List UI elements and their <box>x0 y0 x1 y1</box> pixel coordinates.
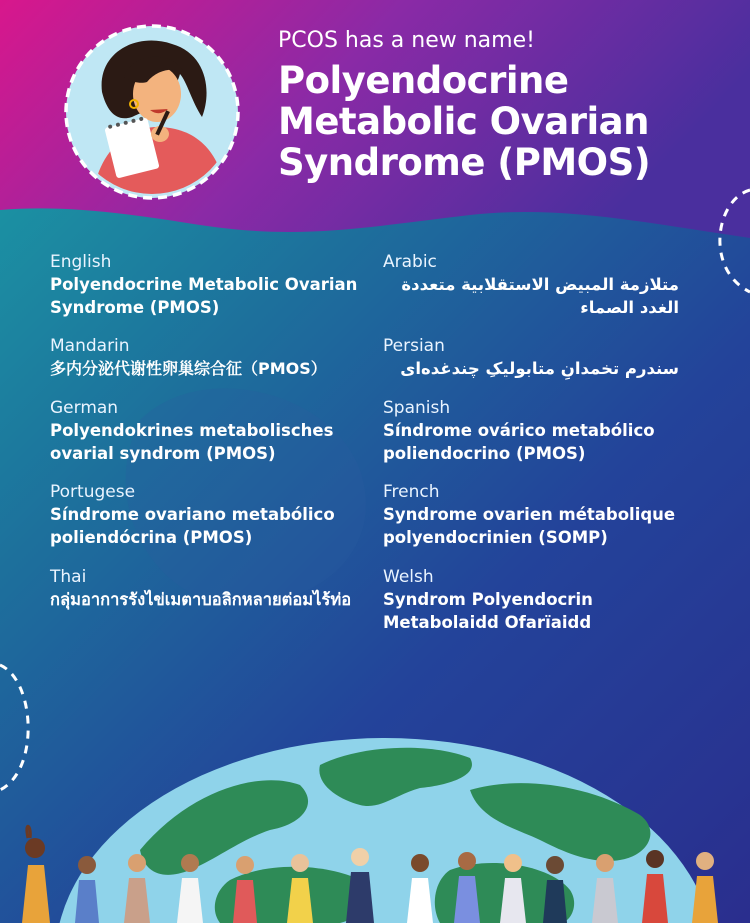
lang-value: متلازمة المبيض الاستقلابية متعددة الغدد الصماء <box>401 275 679 317</box>
lang-value: 多内分泌代谢性卵巢综合征（PMOS） <box>50 359 327 378</box>
lang-name: German <box>50 398 119 418</box>
lang-name: Mandarin <box>50 336 130 356</box>
title-line-3: Syndrome (PMOS) <box>278 141 651 184</box>
lang-name: Welsh <box>383 567 434 587</box>
page-title <box>278 60 728 183</box>
lang-mandarin <box>50 335 380 380</box>
lang-value: Síndrome ovárico metabólico poliendocrino (PMOS) <box>383 421 655 463</box>
lang-value: Polyendokrines metabolisches ovarial syndrom (PMOS) <box>50 421 334 463</box>
lang-value: سندرم تخمدانِ متابولیکِ چندغده‌ای <box>400 359 679 378</box>
avatar-illustration <box>62 22 242 202</box>
lang-german <box>50 397 380 465</box>
lang-thai <box>50 566 380 611</box>
lang-name: Spanish <box>383 398 451 418</box>
lang-name: French <box>383 482 440 502</box>
lang-name: Portugese <box>50 482 136 502</box>
title-line-1: Polyendocrine <box>278 59 569 102</box>
title-line-2: Metabolic Ovarian <box>278 100 649 143</box>
lang-welsh <box>383 566 713 634</box>
lang-value: กลุ่มอาการรังไข่เมตาบอลิกหลายต่อมไร้ท่อ <box>50 590 352 609</box>
globe-icon <box>55 738 715 923</box>
lang-french <box>383 481 713 549</box>
lang-persian <box>383 335 713 380</box>
lang-english <box>50 251 380 319</box>
globe-people-illustration <box>0 730 750 923</box>
lang-value: Syndrome ovarien métabolique polyendocrinien (SOMP) <box>383 505 676 547</box>
lang-portugese <box>50 481 380 549</box>
lang-value: Síndrome ovariano metabólico poliendócrina (PMOS) <box>50 505 335 547</box>
lang-name: English <box>50 252 112 272</box>
lang-value: Polyendocrine Metabolic Ovarian Syndrome (PMOS) <box>50 275 358 317</box>
lang-name: Thai <box>50 567 87 587</box>
header-kicker: PCOS has a new name! <box>278 28 535 53</box>
lang-value: Syndrom Polyendocrin Metabolaidd Ofarïaidd <box>383 590 593 632</box>
lang-spanish <box>383 397 713 465</box>
lang-name: Arabic <box>383 252 437 272</box>
lang-arabic <box>383 251 713 319</box>
lang-name: Persian <box>383 336 445 356</box>
header <box>278 26 728 183</box>
